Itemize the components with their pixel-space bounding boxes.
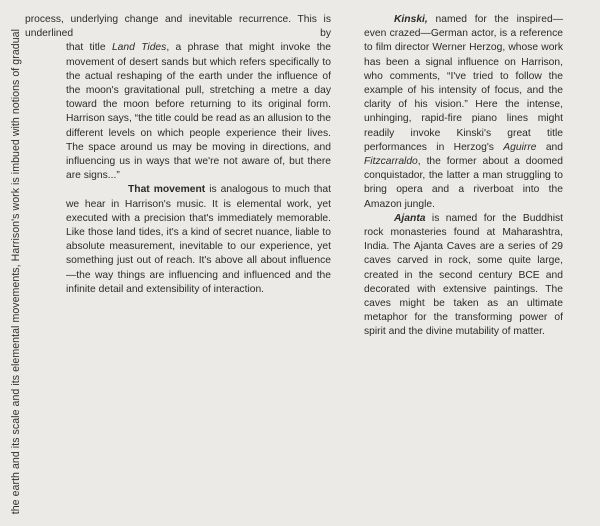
and-text: and [536,141,563,153]
film-fitzcarraldo: Fitzcarraldo [364,156,418,168]
p2-text: is analogous to much that we hear in Harrison's music. It is elemental work, yet executed with a precision that's immediately memorable. Like those land tides, it's a kind of secret nuance, liable to absolute measurement, inevitable to our experience, yet something just out of reach. It's above all about influence—the way things are influencing and influenced and the infinite detail and extensibility of interaction. [66,184,331,295]
kinski-text-a: named for the inspired—even crazed—German actor, is a reference to film director Werner Herzog, whose work has been a signal influence on Harrison, who comments, “I've tried to follow the example of his intensity of focus, and the clarity of his vision.” Here the intense, unhinging, rapid-fire piano lines might readily invoke Kinski's great title performances in Herzog's [364,14,563,153]
left-column [25,13,332,297]
paragraph-ajanta [364,212,563,340]
that-movement-lead: That movement [128,184,206,196]
first-line: process, underlying change and inevitable recurrence. This is underlined by [25,14,331,40]
film-aguirre: Aguirre [503,141,537,153]
ajanta-text: is named for the Buddhist rock monasteries found at Maharashtra, India. The Ajanta Caves are a series of 29 caves carved in rock, some quite large, created in the second century BCE and decorated with extensive paintings. The caves might be taken as an ultimate metaphor for the transforming power of spirit and the divine mutability of matter. [364,212,563,338]
paragraph-kinski [364,13,563,212]
p1-text-a: that title [66,42,112,54]
ajanta-title: Ajanta [394,212,426,224]
paragraph-land-tides [66,41,331,183]
right-column [364,13,563,340]
p1-text-b: , a phrase that might invoke the movement of desert sands but which refers specifically to the actual reshaping of the earth under the influence of the moon's gravitational pull, stretching a metre a day toward the moon before returning to its original form. Harrison says, “the title could be read as an allusion to the different levels on which people experience their lives. The space around us may be moving in directions, and influencing us in ways that we're not aware of, but there are signs...” [66,42,332,182]
paragraph-that-movement [66,183,331,297]
land-tides-title: Land Tides [111,42,167,54]
kinski-text-b: , the former about a doomed conquistador, the latter a man struggling to bring opera and a riverboat into the Amazon jungle. [364,156,563,210]
vertical-margin-text: the earth and its scale and its elemental movements, Harrison's work is imbued with notions of gradual [10,28,22,514]
kinski-title: Kinski, [394,14,428,25]
